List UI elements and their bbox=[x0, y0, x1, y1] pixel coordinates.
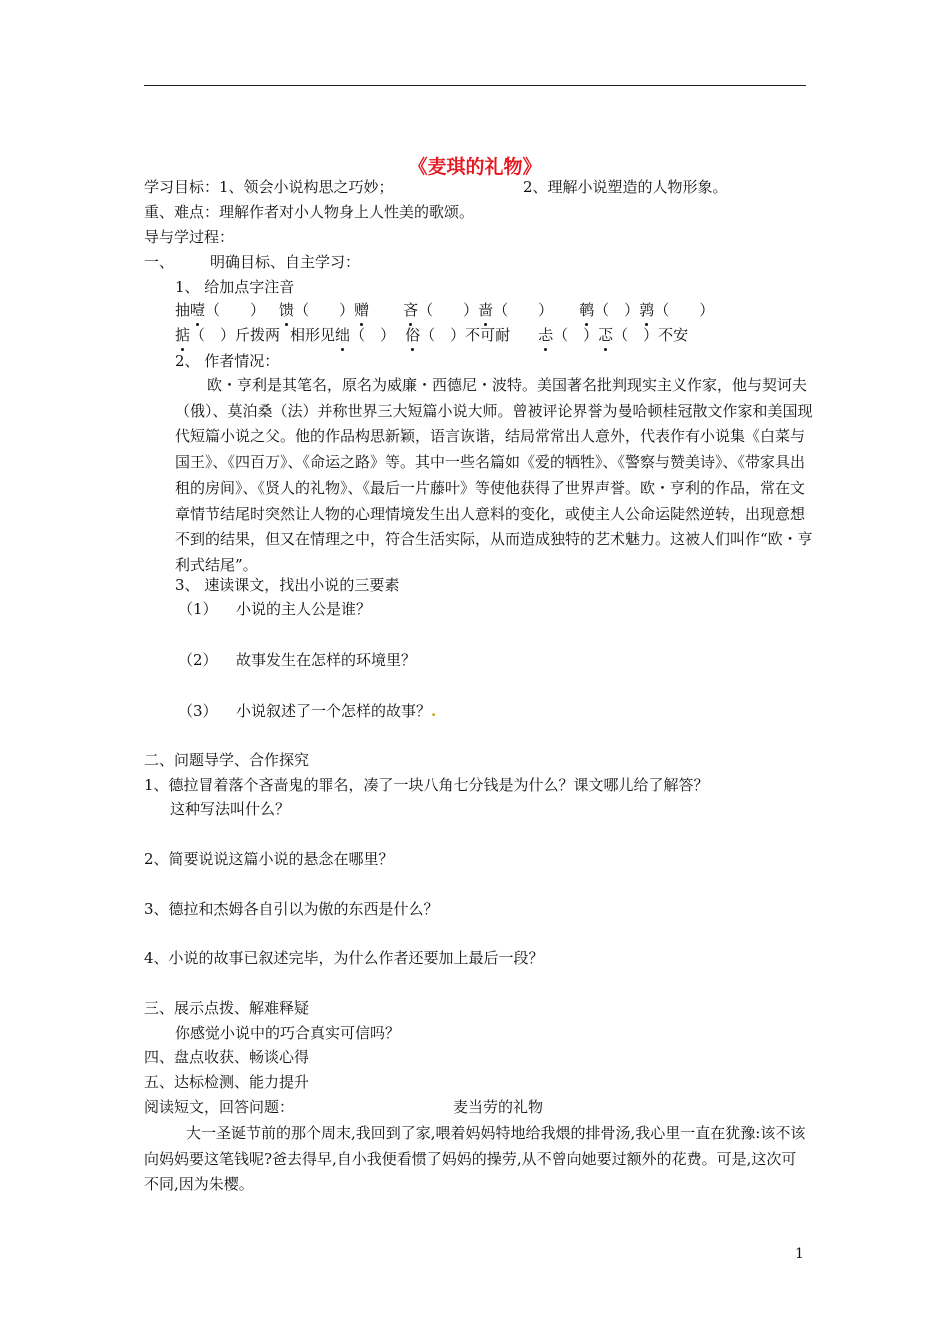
answer-blank: （ ） bbox=[418, 301, 479, 319]
item1: 1、 给加点字注音 bbox=[175, 278, 295, 296]
dotted-char: 掂 bbox=[175, 326, 191, 344]
section2-q4: 4、小说的故事已叙述完毕，为什么作者还要加上最后一段？ bbox=[144, 949, 544, 967]
story-paragraph: 大一圣诞节前的那个周末,我回到了家,喂着妈妈特地给我煨的排骨汤,我心里一直在犹豫:该不该向妈妈要这笔钱呢?爸去得早,自小我便看惯了妈妈的操劳,从不曾向她要过额外的花费。可是,这次可不同,因为朱樱。 bbox=[144, 1124, 806, 1194]
dotted-char: 馈 bbox=[279, 301, 295, 319]
objective-1: 学习目标：1、领会小说构思之巧妙； bbox=[144, 178, 394, 196]
dotted-char: 忐 bbox=[538, 326, 554, 344]
answer-blank: （ ）不安 bbox=[613, 326, 689, 344]
reading-label: 阅读短文，回答问题： bbox=[144, 1098, 295, 1116]
char: 抽 bbox=[175, 301, 191, 319]
dotted-char: 赠 bbox=[354, 301, 370, 319]
dotted-char: 吝 bbox=[403, 301, 419, 319]
dotted-char: 绌 bbox=[335, 326, 351, 344]
section4-heading: 四、盘点收获、畅谈心得 bbox=[144, 1048, 310, 1066]
dotted-char: 啬 bbox=[478, 301, 494, 319]
question-3-num: （3） bbox=[178, 702, 218, 720]
question-2: 故事发生在怎样的环境里？ bbox=[236, 651, 417, 669]
answer-blank: （ ） bbox=[493, 301, 554, 319]
dotted-char: 噎 bbox=[190, 301, 206, 319]
page-number: 1 bbox=[795, 1246, 804, 1262]
section2-q3: 3、德拉和杰姆各自引以为傲的东西是什么？ bbox=[144, 900, 439, 918]
answer-blank: （ ） bbox=[553, 326, 599, 344]
answer-blank: （ ） bbox=[654, 301, 715, 319]
question-3-text: 小说叙述了一个怎样的故事？ bbox=[236, 702, 432, 720]
objective-2: 2、理解小说塑造的人物形象。 bbox=[523, 178, 728, 196]
section1-heading: 明确目标、自主学习： bbox=[210, 253, 361, 271]
objectives-line bbox=[144, 176, 394, 198]
answer-blank: （ ） bbox=[294, 301, 355, 319]
process-label: 导与学过程： bbox=[144, 228, 235, 246]
section2-q2: 2、简要说说这篇小说的悬念在哪里？ bbox=[144, 850, 394, 868]
page-title: 《麦琪的礼物》 bbox=[408, 156, 542, 178]
question-1: 小说的主人公是谁？ bbox=[236, 600, 372, 618]
item2: 2、 作者情况： bbox=[175, 352, 280, 370]
answer-blank: （ ） bbox=[205, 301, 266, 319]
dotted-char: 忑 bbox=[598, 326, 614, 344]
question-3 bbox=[236, 700, 436, 722]
section2-heading: 二、问题导学、合作探究 bbox=[144, 751, 310, 769]
story-title: 麦当劳的礼物 bbox=[453, 1098, 544, 1116]
pinyin-row-2 bbox=[175, 324, 688, 346]
key-points: 重、难点：理解作者对小人物身上人性美的歌颂。 bbox=[144, 203, 475, 221]
question-1-num: （1） bbox=[178, 600, 218, 618]
yellow-dot-mark: . bbox=[431, 702, 437, 720]
answer-blank: （ ） bbox=[594, 301, 640, 319]
section2-q1: 1、德拉冒着落个吝啬鬼的罪名，凑了一块八角七分钱是为什么？课文哪儿给了解答？ bbox=[144, 776, 709, 794]
header-rule bbox=[144, 85, 806, 86]
author-paragraph: 欧・亨利是其笔名，原名为威廉・西德尼・波特。美国著名批判现实主义作家，他与契诃夫（俄）、莫泊桑（法）并称世界三大短篇小说大师。曾被评论界誉为曼哈顿桂冠散文作家和美国现代短篇小说之父。他的作品构思新颖，语言诙谐，结局常常出人意外，代表作有小说集《白菜与国王》、《四百万》、《命运之路》等。其中一些名篇如《爱的牺牲》、《警察与赞美诗》、《带家具出租的房间》、《贤人的礼物》、《最后一片藤叶》等使他获得了世界声誉。欧・亨利的作品，常在文章情节结尾时突然让人物的心理情境发生出人意料的变化，或使主人公命运陡然逆转，出现意想不到的结果，但又在情理之中，符合生活实际，从而造成独特的艺术魅力。这被人们叫作“欧・亨利式结尾”。 bbox=[175, 376, 813, 574]
section3-heading: 三、展示点拨、解难释疑 bbox=[144, 999, 310, 1017]
item3: 3、 速读课文，找出小说的三要素 bbox=[175, 576, 400, 594]
pinyin-row-1 bbox=[175, 299, 714, 321]
section3-question: 你感觉小说中的巧合真实可信吗？ bbox=[175, 1024, 401, 1042]
question-2-num: （2） bbox=[178, 651, 218, 669]
section2-q1-followup: 这种写法叫什么？ bbox=[170, 800, 291, 818]
answer-blank: （ ）不可耐 bbox=[420, 326, 511, 344]
answer-blank: （ ）斤拨两 bbox=[190, 326, 281, 344]
dotted-char: 俗 bbox=[405, 326, 421, 344]
section5-heading: 五、达标检测、能力提升 bbox=[144, 1073, 310, 1091]
dotted-char: 鹑 bbox=[639, 301, 655, 319]
char: 相形见 bbox=[290, 326, 336, 344]
section1-num: 一、 bbox=[144, 253, 175, 271]
dotted-char: 鹌 bbox=[579, 301, 595, 319]
answer-blank: （ ） bbox=[350, 326, 396, 344]
